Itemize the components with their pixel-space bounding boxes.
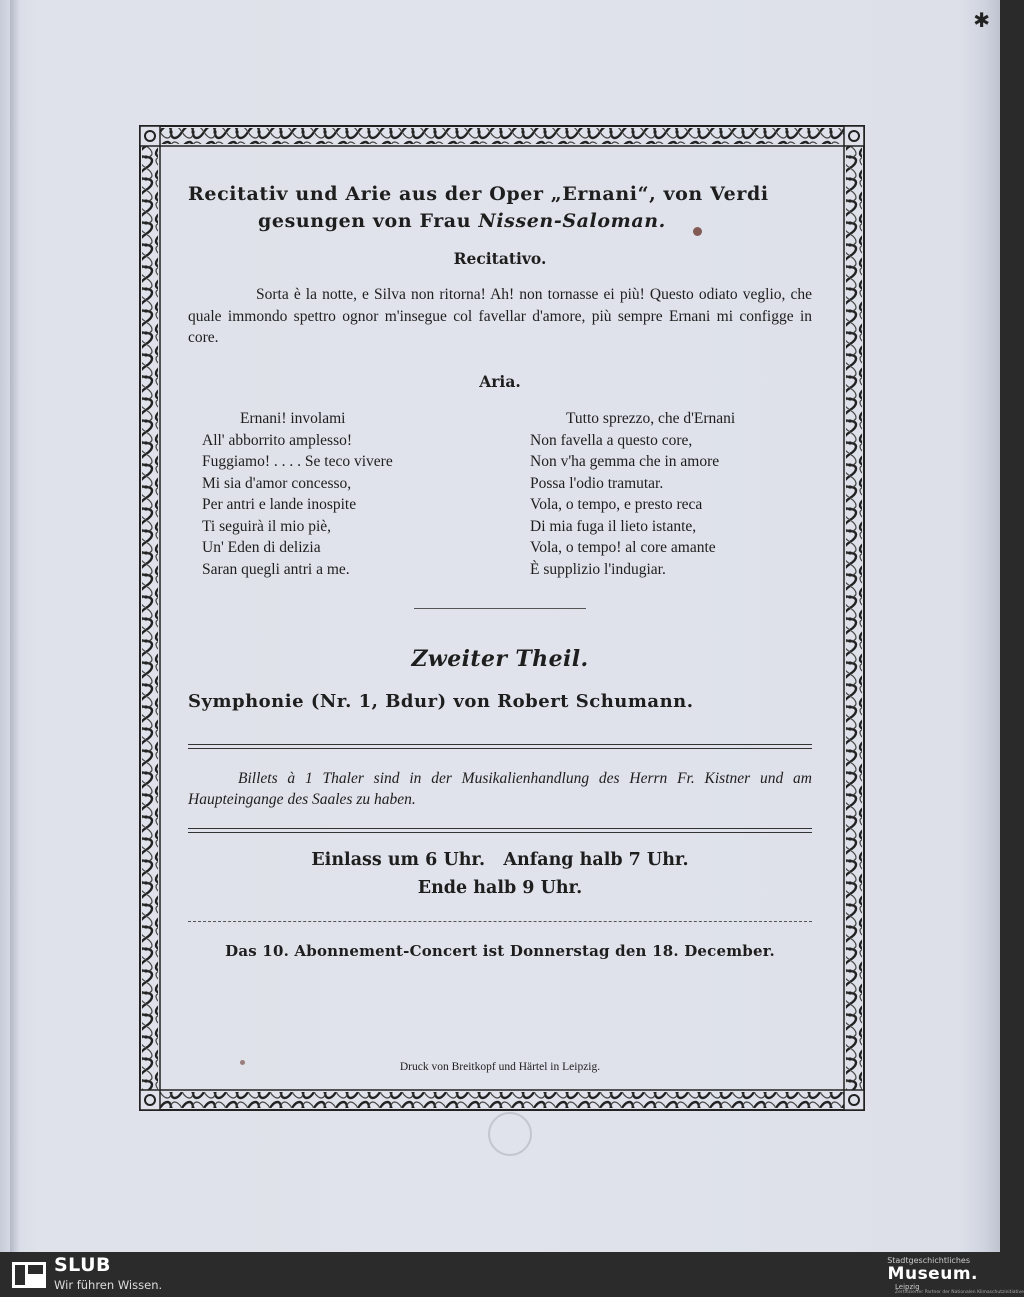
slub-brand[interactable]: SLUB: [54, 1254, 112, 1276]
slub-logo-icon: [12, 1262, 46, 1288]
symphony-line: Symphonie (Nr. 1, Bdur) von Robert Schumann.: [188, 691, 694, 712]
museum-city: Leipzig: [895, 1283, 920, 1291]
verse-line: Saran quegli antri a me.: [202, 560, 350, 578]
printer-credit: Druck von Breitkopf und Härtel in Leipzig.: [399, 1061, 601, 1073]
recitativo-text: Sorta è la notte, e Silva non ritorna! Ah! non tornasse ei più! Questo odiato veglio, che quale immondo spettro ognor m'insegue col favellar d'amore, più sempre Ernani mi configge in core.: [188, 286, 812, 346]
aria-left-column: [188, 408, 393, 580]
verse-line: Per antri e lande inospite: [202, 496, 357, 513]
museum-brand[interactable]: Museum.: [887, 1264, 978, 1284]
aria-title: Aria.: [479, 372, 521, 391]
singer-line: [258, 210, 666, 232]
museum-note: Zertifizierter Partner der Nationalen Klimaschutzinitiative: [895, 1290, 1024, 1295]
verse-line: Non v'ha gemma che in amore: [530, 453, 720, 470]
double-rule: [188, 832, 812, 833]
double-rule: [188, 828, 812, 829]
verse-line: All' abborrito amplesso!: [202, 431, 353, 449]
verse-line: Un' Eden di delizia: [202, 539, 321, 556]
end-time: Ende halb 9 Uhr.: [417, 878, 583, 898]
next-concert: Das 10. Abonnement-Concert ist Donnerstag den 18. December.: [225, 942, 775, 960]
verse-line: Possa l'odio tramutar.: [530, 474, 664, 492]
ornamental-border: [138, 124, 866, 1112]
verse-line: Fuggiamo! . . . . Se teco vivere: [202, 453, 393, 470]
slub-tagline: Wir führen Wissen.: [54, 1278, 163, 1292]
admission-times: Einlass um 6 Uhr. Anfang halb 7 Uhr.: [311, 850, 689, 870]
aria-heading: Recitativ und Arie aus der Oper „Ernani“, von Verdi: [188, 183, 769, 205]
divider: [414, 608, 586, 609]
singer-prefix: gesungen von Frau: [258, 210, 479, 232]
verse-line: Mi sia d'amor concesso,: [202, 474, 352, 492]
ticket-info: Billets à 1 Thaler sind in der Musikalienhandlung des Herrn Fr. Kistner und am Haupteingange des Saales zu haben.: [188, 770, 812, 808]
verse-line: Tutto sprezzo, che d'Ernani: [566, 410, 736, 427]
faded-stamp: [488, 1112, 532, 1156]
double-rule: [188, 744, 812, 745]
verse-line: Vola, o tempo, e presto reca: [530, 496, 703, 513]
divider: [188, 921, 812, 922]
verse-line: Di mia fuga il lieto istante,: [530, 517, 697, 535]
verse-line: È supplizio l'indugiar.: [530, 560, 666, 578]
verse-line: Non favella a questo core,: [530, 431, 693, 449]
double-rule: [188, 748, 812, 749]
aria-right-column: [530, 408, 735, 580]
singer-name: Nissen-Saloman.: [478, 210, 666, 232]
verse-line: Vola, o tempo! al core amante: [530, 539, 716, 556]
verse-line: Ti seguirà il mio piè,: [202, 517, 332, 535]
corner-mark: ✱: [973, 8, 990, 32]
verse-line: Ernani! involami: [240, 410, 346, 427]
part-two-heading: Zweiter Theil.: [411, 646, 589, 672]
museum-prefix: Stadtgeschichtliches: [887, 1256, 970, 1265]
recitativo-title: Recitativo.: [453, 249, 547, 268]
